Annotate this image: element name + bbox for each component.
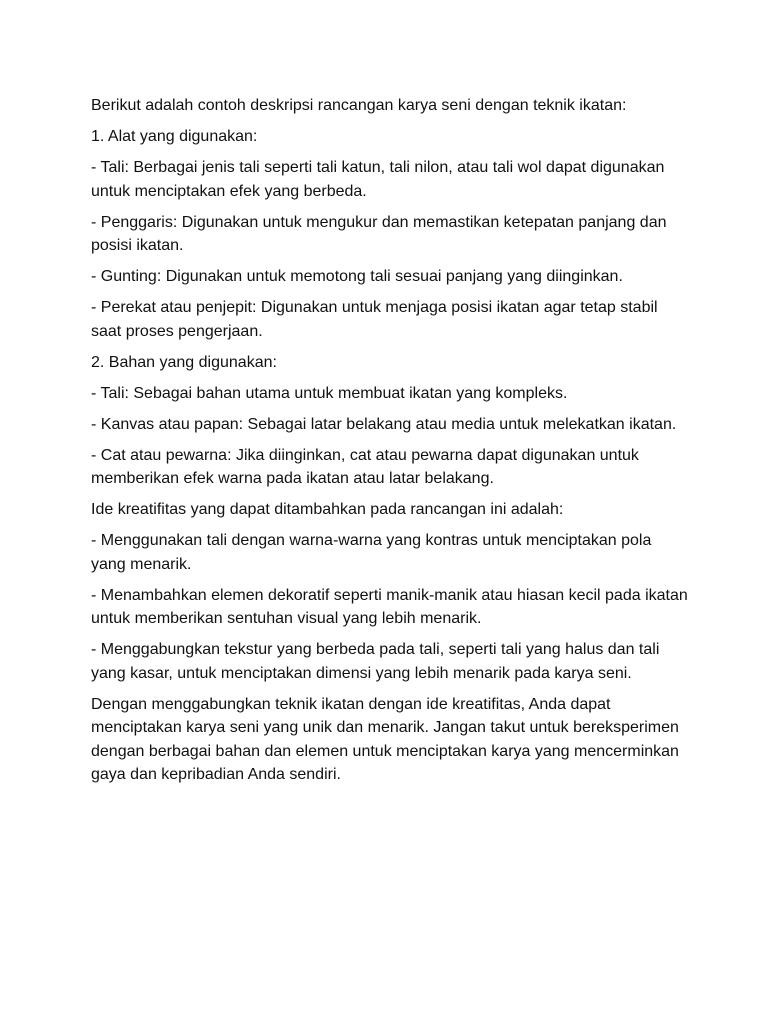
list-item: - Tali: Berbagai jenis tali seperti tali katun, tali nilon, atau tali wol dapat digunakan untuk menciptakan efek yang berbeda. [91,159,665,200]
section-heading-materials: 2. Bahan yang digunakan: [91,353,277,371]
intro-paragraph: Berikut adalah contoh deskripsi rancangan karya seni dengan teknik ikatan: [91,97,627,114]
list-item: - Gunting: Digunakan untuk memotong tali sesuai panjang yang diinginkan. [91,268,623,285]
list-item: - Menambahkan elemen dekoratif seperti manik-manik atau hiasan kecil pada ikatan untuk memberikan sentuhan visual yang lebih menarik. [91,586,688,627]
list-item: - Tali: Sebagai bahan utama untuk membuat ikatan yang kompleks. [91,384,568,402]
list-item: - Kanvas atau papan: Sebagai latar belakang atau media untuk melekatkan ikatan. [91,415,677,433]
creativity-intro-paragraph: Ide kreatifitas yang dapat ditambahkan pada rancangan ini adalah: [91,501,564,518]
list-item: - Cat atau pewarna: Jika diinginkan, cat atau pewarna dapat digunakan untuk memberikan efek warna pada ikatan atau latar belakang. [91,446,639,487]
section-heading-tools: 1. Alat yang digunakan: [91,128,258,145]
list-item: - Menggunakan tali dengan warna-warna yang kontras untuk menciptakan pola yang menarik. [91,532,652,573]
list-item: - Penggaris: Digunakan untuk mengukur dan memastikan ketepatan panjang dan posisi ikatan. [91,213,667,254]
list-item: - Perekat atau penjepit: Digunakan untuk menjaga posisi ikatan agar tetap stabil saat proses pengerjaan. [91,299,658,340]
document-body [91,94,688,787]
list-item: - Menggabungkan tekstur yang berbeda pada tali, seperti tali yang halus dan tali yang kasar, untuk menciptakan dimensi yang lebih menarik pada karya seni. [91,641,660,682]
closing-paragraph: Dengan menggabungkan teknik ikatan dengan ide kreatifitas, Anda dapat menciptakan karya seni yang unik dan menarik. Jangan takut untuk bereksperimen dengan berbagai bahan dan elemen untuk menciptakan karya yang mencerminkan gaya dan kepribadian Anda sendiri. [91,695,679,783]
